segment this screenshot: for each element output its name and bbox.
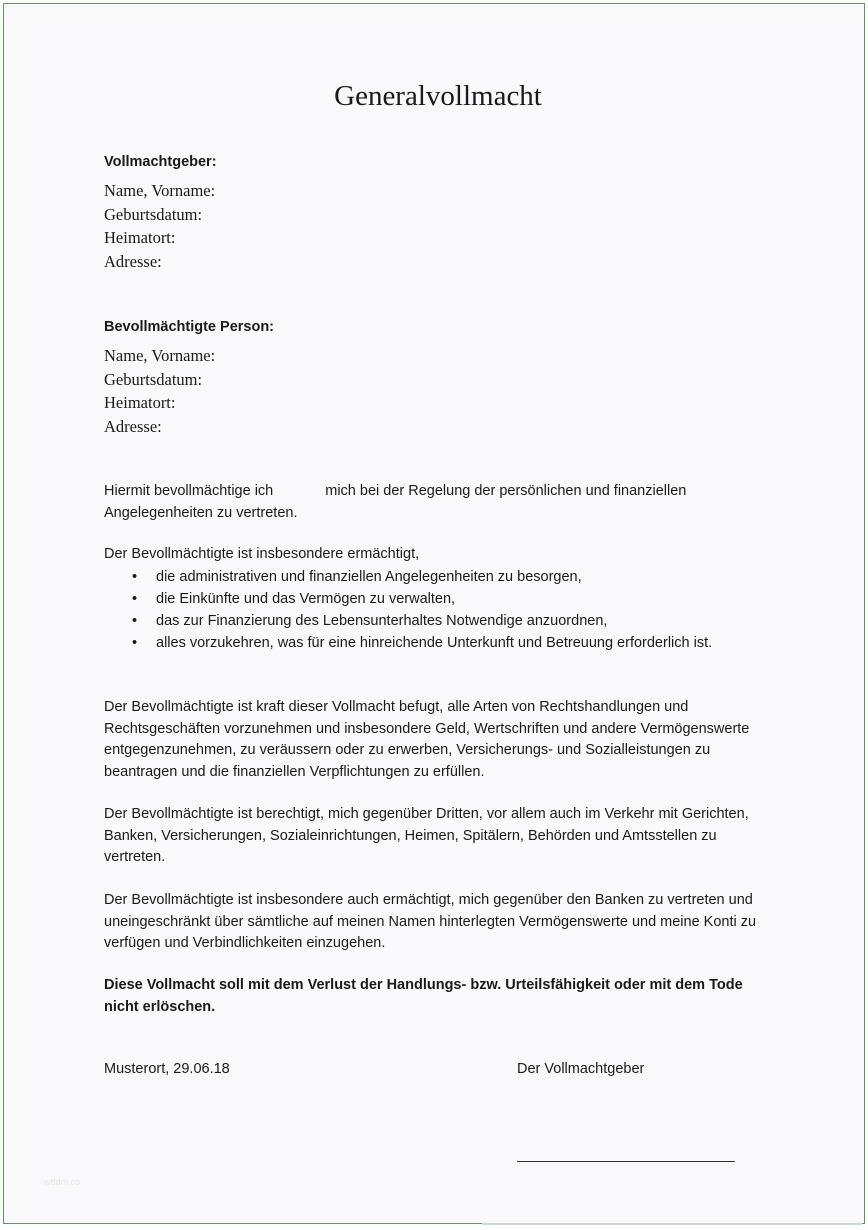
bullet-icon: • [132,635,138,651]
powers-lead: Der Bevollmächtigte ist insbesondere ermächtigt, [104,546,420,562]
list-item: • das zur Finanzierung des Lebensunterhaltes Notwendige anzuordnen, [104,610,769,632]
attorney-field-hometown: Heimatort: [104,393,176,412]
list-item: • die Einkünfte und das Vermögen zu verwalten, [104,588,769,610]
grantor-field-name: Name, Vorname: [104,181,216,200]
signature-line [517,1161,735,1162]
grantor-field-hometown: Heimatort: [104,228,176,247]
attorney-field-birthdate: Geburtsdatum: [104,369,203,389]
attorney-heading: Bevollmächtigte Person: [104,319,275,335]
attorney-field-name: Name, Vorname: [104,346,216,365]
page-edge-shadow [482,1223,862,1225]
intro-paragraph [104,481,769,524]
bullet-icon: • [132,591,138,607]
paragraph-validity: Diese Vollmacht soll mit dem Verlust der Handlungs- bzw. Urteilsfähigkeit oder mit dem Tode nicht erlöschen. [104,977,743,1015]
paragraph-representation: Der Bevollmächtigte ist berechtigt, mich gegenüber Dritten, vor allem auch im Verkehr mit Gerichten, Banken, Versicherungen, Sozialeinrichtungen, Heimen, Spitälern, Behörden und Amtsstellen zu vertreten. [104,806,749,865]
document-title: Generalvollmacht [334,80,542,112]
grantor-heading: Vollmachtgeber: [104,154,217,170]
intro-text-part2: mich bei der Regelung der persönlichen und finanziellen Angelegenheiten zu vertreten. [104,483,687,521]
place-date: Musterort, 29.06.18 [104,1061,230,1077]
list-item: • die administrativen und finanziellen Angelegenheiten zu besorgen, [104,566,769,588]
intro-text-part1: Hiermit bevollmächtige ich [104,483,274,499]
grantor-field-address: Adresse: [104,251,162,271]
bullet-icon: • [132,613,138,629]
bullet-icon: • [132,569,138,585]
attorney-field-address: Adresse: [104,416,162,436]
attorney-fields [104,344,215,438]
powers-list [104,566,769,654]
list-item: • alles vorzukehren, was für eine hinreichende Unterkunft und Betreuung erforderlich ist. [104,632,769,654]
paragraph-powers-scope: Der Bevollmächtigte ist kraft dieser Vollmacht befugt, alle Arten von Rechtshandlungen und Rechtsgeschäften vorzunehmen und insbesondere Geld, Wertschriften und andere Vermögenswerte entgegenzunehmen, zu veräussern oder zu erwerben, Versicherungs- und Sozialleistungen zu beantragen und die finanziellen Verpflichtungen zu erfüllen. [104,699,750,780]
grantor-field-birthdate: Geburtsdatum: [104,204,203,224]
watermark: wtfdm.co [44,1177,81,1187]
paragraph-banking: Der Bevollmächtigte ist insbesondere auch ermächtigt, mich gegenüber den Banken zu vertreten und uneingeschränkt über sämtliche auf meinen Namen hinterlegten Vermögenswerte und meine Konti zu verfügen und Verbindlichkeiten einzugehen. [104,892,757,951]
grantor-fields [104,179,215,273]
document-page [3,3,865,1224]
signature-label: Der Vollmachtgeber [517,1061,645,1077]
